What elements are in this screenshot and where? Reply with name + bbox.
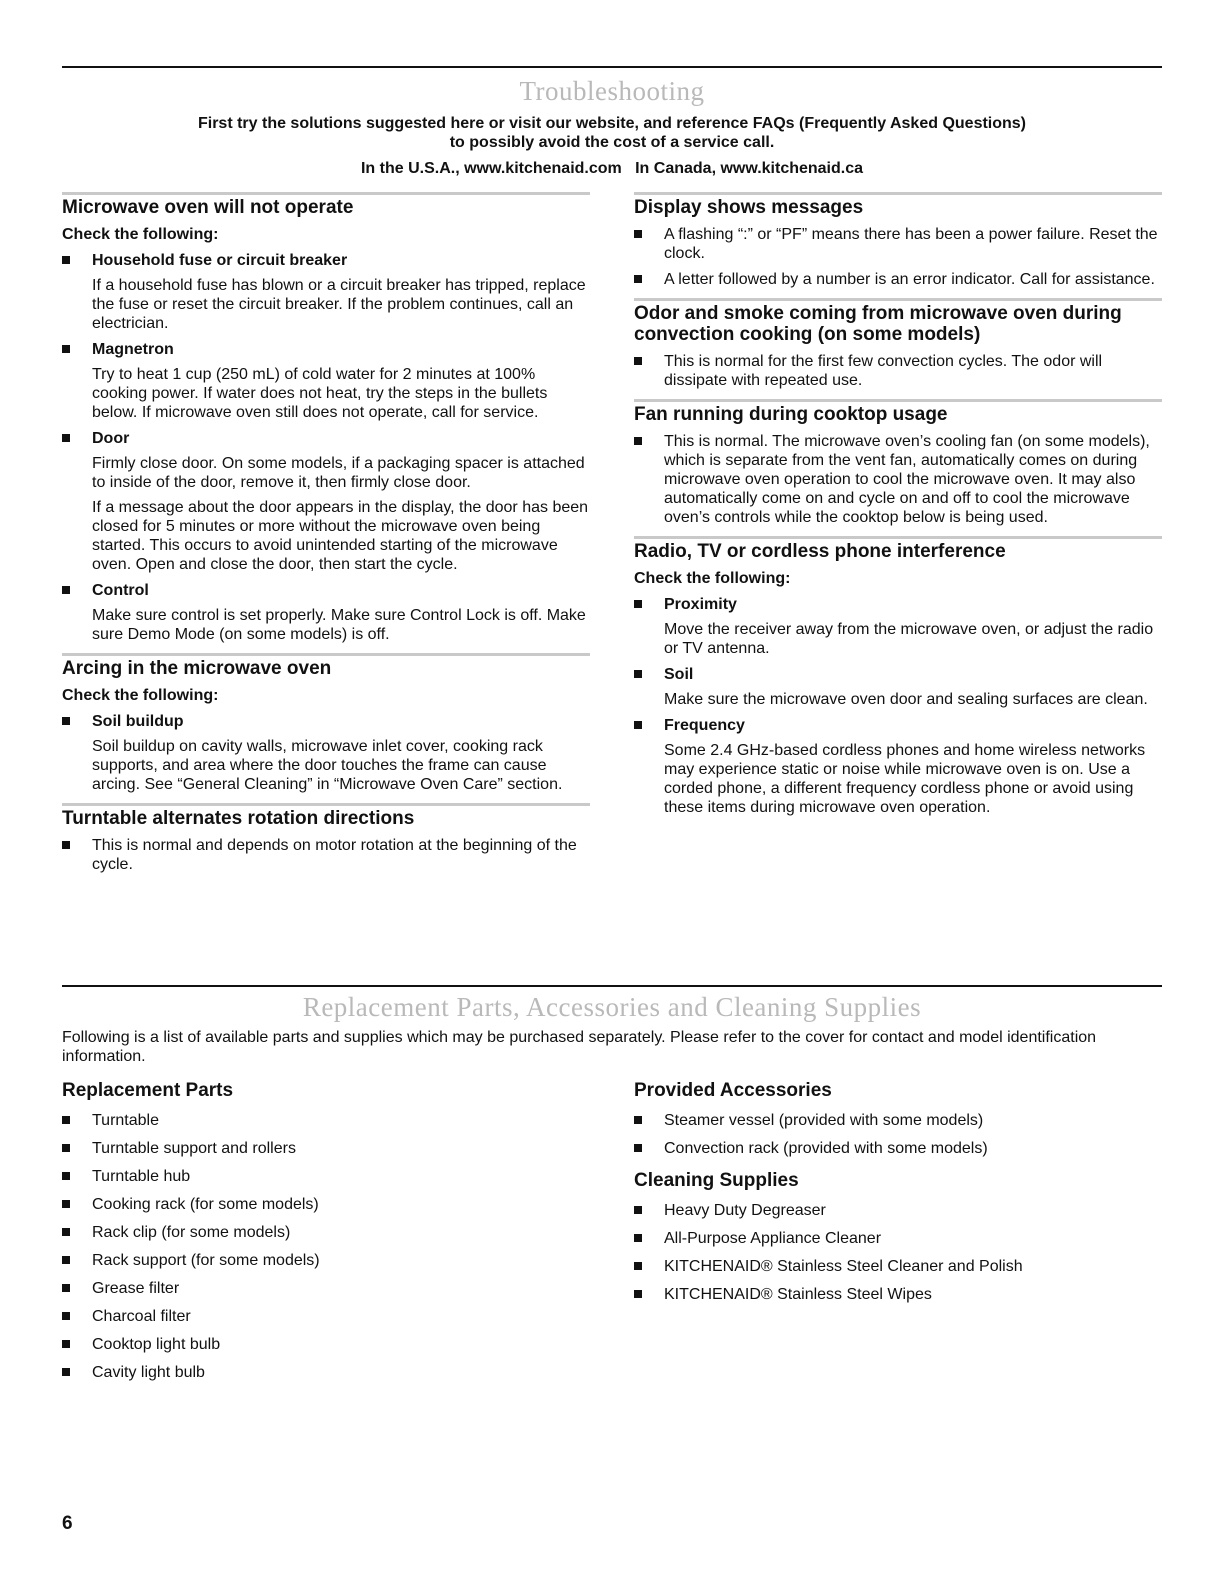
- item-text: Turntable support and rollers: [92, 1140, 296, 1157]
- left-column: [62, 192, 590, 992]
- item-title: Soil buildup: [92, 713, 184, 730]
- list-item: [62, 1223, 590, 1242]
- list-item: [62, 429, 590, 574]
- bullet-icon: [62, 1200, 70, 1208]
- list-item: [62, 340, 590, 422]
- cleaning-heading: Cleaning Supplies: [634, 1170, 799, 1191]
- section-radio: [634, 536, 1162, 817]
- bullet-icon: [634, 1234, 642, 1242]
- bullet-icon: [634, 1206, 642, 1214]
- accessories-list: [634, 1111, 1162, 1158]
- parts-columns: [62, 1080, 1162, 1391]
- item-title: Household fuse or circuit breaker: [92, 252, 348, 269]
- parts-title: Replacement Parts, Accessories and Cleaning Supplies: [302, 992, 922, 1022]
- item-title: Soil: [664, 666, 694, 683]
- bullet-icon: [62, 717, 70, 725]
- bullet-icon: [634, 721, 642, 729]
- list-item: [634, 352, 1162, 390]
- item-text: Cavity light bulb: [92, 1364, 205, 1381]
- odor-list: [634, 352, 1162, 390]
- list-item: [634, 1139, 1162, 1158]
- item-text: A letter followed by a number is an error indicator. Call for assistance.: [664, 271, 1155, 288]
- page-number: 6: [62, 1513, 73, 1534]
- item-text: Soil buildup on cavity walls, microwave inlet cover, cooking rack supports, and area where the door touches the frame can cause arcing. See “General Cleaning” in “Microwave Oven Care” section.: [92, 738, 563, 793]
- parts-right-column: [634, 1080, 1162, 1391]
- section-turntable: [62, 803, 590, 874]
- item-text: A flashing “:” or “PF” means there has been a power failure. Reset the clock.: [664, 226, 1158, 262]
- list-item: [634, 1201, 1162, 1220]
- bullet-icon: [62, 1256, 70, 1264]
- item-text: Cooking rack (for some models): [92, 1196, 319, 1213]
- list-item: [62, 1335, 590, 1354]
- bullet-icon: [62, 345, 70, 353]
- page: [62, 0, 1162, 1381]
- item-title: Control: [92, 582, 149, 599]
- section-arcing: [62, 653, 590, 794]
- item-text: KITCHENAID® Stainless Steel Cleaner and Polish: [664, 1258, 1023, 1275]
- intro-line-2: to possibly avoid the cost of a service call.: [449, 134, 775, 151]
- bullet-icon: [634, 670, 642, 678]
- item-text: This is normal and depends on motor rotation at the beginning of the cycle.: [92, 837, 577, 873]
- parts-left-column: [62, 1080, 590, 1391]
- section-heading: Display shows messages: [634, 197, 864, 218]
- item-text: Heavy Duty Degreaser: [664, 1202, 826, 1219]
- bullet-icon: [634, 600, 642, 608]
- item-text: Some 2.4 GHz-based cordless phones and home wireless networks may experience static or noise while microwave oven is on. Use a corded phone, a different frequency cordless phone or avoid using these items during microwave oven operation.: [664, 742, 1146, 816]
- bullet-icon: [634, 1144, 642, 1152]
- list-item: [62, 251, 590, 333]
- bullet-icon: [62, 1144, 70, 1152]
- display-list: [634, 225, 1162, 289]
- bullet-icon: [62, 841, 70, 849]
- bullet-icon: [62, 586, 70, 594]
- list-item: [62, 836, 590, 874]
- bullet-icon: [634, 230, 642, 238]
- list-item: [634, 1111, 1162, 1130]
- bullet-icon: [634, 275, 642, 283]
- list-item: [634, 665, 1162, 709]
- item-text: All-Purpose Appliance Cleaner: [664, 1230, 882, 1247]
- radio-list: [634, 595, 1162, 817]
- list-item: [634, 716, 1162, 817]
- section-not-operate: [62, 192, 590, 644]
- item-title: Magnetron: [92, 341, 174, 358]
- item-text: Make sure the microwave oven door and sealing surfaces are clean.: [664, 691, 1148, 708]
- item-text: Turntable hub: [92, 1168, 191, 1185]
- bullet-icon: [634, 1290, 642, 1298]
- list-item: [634, 270, 1162, 289]
- item-text: Rack support (for some models): [92, 1252, 320, 1269]
- section-heading: Fan running during cooktop usage: [634, 404, 948, 425]
- check-label: Check the following:: [634, 570, 791, 587]
- right-column: [634, 192, 1162, 992]
- top-rule: [62, 66, 1162, 68]
- accessories-heading: Provided Accessories: [634, 1080, 832, 1101]
- list-item: [634, 1257, 1162, 1276]
- check-label: Check the following:: [62, 226, 219, 243]
- list-item: [62, 1167, 590, 1186]
- item-text: Steamer vessel (provided with some models): [664, 1112, 984, 1129]
- item-title: Door: [92, 430, 130, 447]
- web-line: In the U.S.A., www.kitchenaid.com In Canada, www.kitchenaid.ca: [360, 160, 864, 177]
- list-item: [634, 432, 1162, 527]
- bullet-icon: [62, 1116, 70, 1124]
- list-item: [62, 712, 590, 794]
- section-display: [634, 192, 1162, 289]
- not-operate-list: [62, 251, 590, 644]
- parts-section: [62, 990, 1162, 1391]
- section-odor: [634, 298, 1162, 390]
- bullet-icon: [62, 1172, 70, 1180]
- fan-list: [634, 432, 1162, 527]
- bullet-icon: [62, 256, 70, 264]
- parts-rule: [62, 985, 1162, 987]
- item-text: KITCHENAID® Stainless Steel Wipes: [664, 1286, 932, 1303]
- section-heading: Arcing in the microwave oven: [62, 658, 332, 679]
- bullet-icon: [62, 1340, 70, 1348]
- replacement-list: [62, 1111, 590, 1382]
- list-item: [634, 595, 1162, 658]
- bullet-icon: [62, 1228, 70, 1236]
- item-text: Make sure control is set properly. Make sure Control Lock is off. Make sure Demo Mode (on some models) is off.: [92, 607, 586, 643]
- item-text: Rack clip (for some models): [92, 1224, 291, 1241]
- check-label: Check the following:: [62, 687, 219, 704]
- item-text: If a household fuse has blown or a circuit breaker has tripped, replace the fuse or reset the circuit breaker. If the problem continues, call an electrician.: [92, 277, 586, 332]
- bullet-icon: [62, 1312, 70, 1320]
- section-heading: Turntable alternates rotation directions: [62, 808, 415, 829]
- item-text: Try to heat 1 cup (250 mL) of cold water for 2 minutes at 100% cooking power. If water does not heat, try the steps in the bullets below. If microwave oven still does not operate, call for service.: [92, 366, 548, 421]
- list-item: [634, 1285, 1162, 1304]
- bullet-icon: [62, 1284, 70, 1292]
- item-text: Convection rack (provided with some models): [664, 1140, 988, 1157]
- item-text: If a message about the door appears in the display, the door has been closed for 5 minutes or more without the microwave oven being started. This occurs to avoid unintended starting of the microwave oven. Open and close the door, then start the cycle.: [92, 499, 589, 573]
- arcing-list: [62, 712, 590, 794]
- section-heading: Microwave oven will not operate: [62, 197, 354, 218]
- section-heading: Radio, TV or cordless phone interference: [634, 541, 1006, 562]
- item-text: Move the receiver away from the microwave oven, or adjust the radio or TV antenna.: [664, 621, 1154, 657]
- bullet-icon: [634, 1262, 642, 1270]
- list-item: [62, 1279, 590, 1298]
- troubleshooting-title: Troubleshooting: [519, 76, 705, 106]
- parts-intro: Following is a list of available parts and supplies which may be purchased separately. Please refer to the cover for contact and model identification information.: [62, 1029, 1097, 1065]
- list-item: [62, 1195, 590, 1214]
- item-title: Proximity: [664, 596, 737, 613]
- replacement-heading: Replacement Parts: [62, 1080, 234, 1101]
- list-item: [62, 1363, 590, 1382]
- bullet-icon: [634, 437, 642, 445]
- bullet-icon: [62, 434, 70, 442]
- bullet-icon: [62, 1368, 70, 1376]
- list-item: [634, 225, 1162, 263]
- bullet-icon: [634, 1116, 642, 1124]
- item-text: Cooktop light bulb: [92, 1336, 221, 1353]
- bullet-icon: [634, 357, 642, 365]
- list-item: [62, 1307, 590, 1326]
- list-item: [62, 1251, 590, 1270]
- list-item: [634, 1229, 1162, 1248]
- item-title: Frequency: [664, 717, 745, 734]
- item-text: Firmly close door. On some models, if a packaging spacer is attached to inside of the door, remove it, then firmly close door.: [92, 455, 585, 491]
- list-item: [62, 1139, 590, 1158]
- turntable-list: [62, 836, 590, 874]
- section-heading: Odor and smoke coming from microwave oven during convection cooking (on some models): [634, 303, 1122, 345]
- section-fan: [634, 399, 1162, 527]
- item-text: This is normal. The microwave oven’s cooling fan (on some models), which is separate from the vent fan, automatically comes on during microwave oven operation to cool the microwave oven. It may also automatically come on and cycle on and off to cool the microwave oven’s controls while the cooktop below is being used.: [664, 433, 1150, 526]
- item-text: Grease filter: [92, 1280, 180, 1297]
- list-item: [62, 581, 590, 644]
- item-text: This is normal for the first few convection cycles. The odor will dissipate with repeated use.: [664, 353, 1103, 389]
- item-text: Charcoal filter: [92, 1308, 191, 1325]
- troubleshooting-columns: [62, 192, 1162, 992]
- intro-line-1: First try the solutions suggested here or visit our website, and reference FAQs (Frequently Asked Questions): [197, 115, 1027, 132]
- list-item: [62, 1111, 590, 1130]
- item-text: Turntable: [92, 1112, 159, 1129]
- cleaning-list: [634, 1201, 1162, 1304]
